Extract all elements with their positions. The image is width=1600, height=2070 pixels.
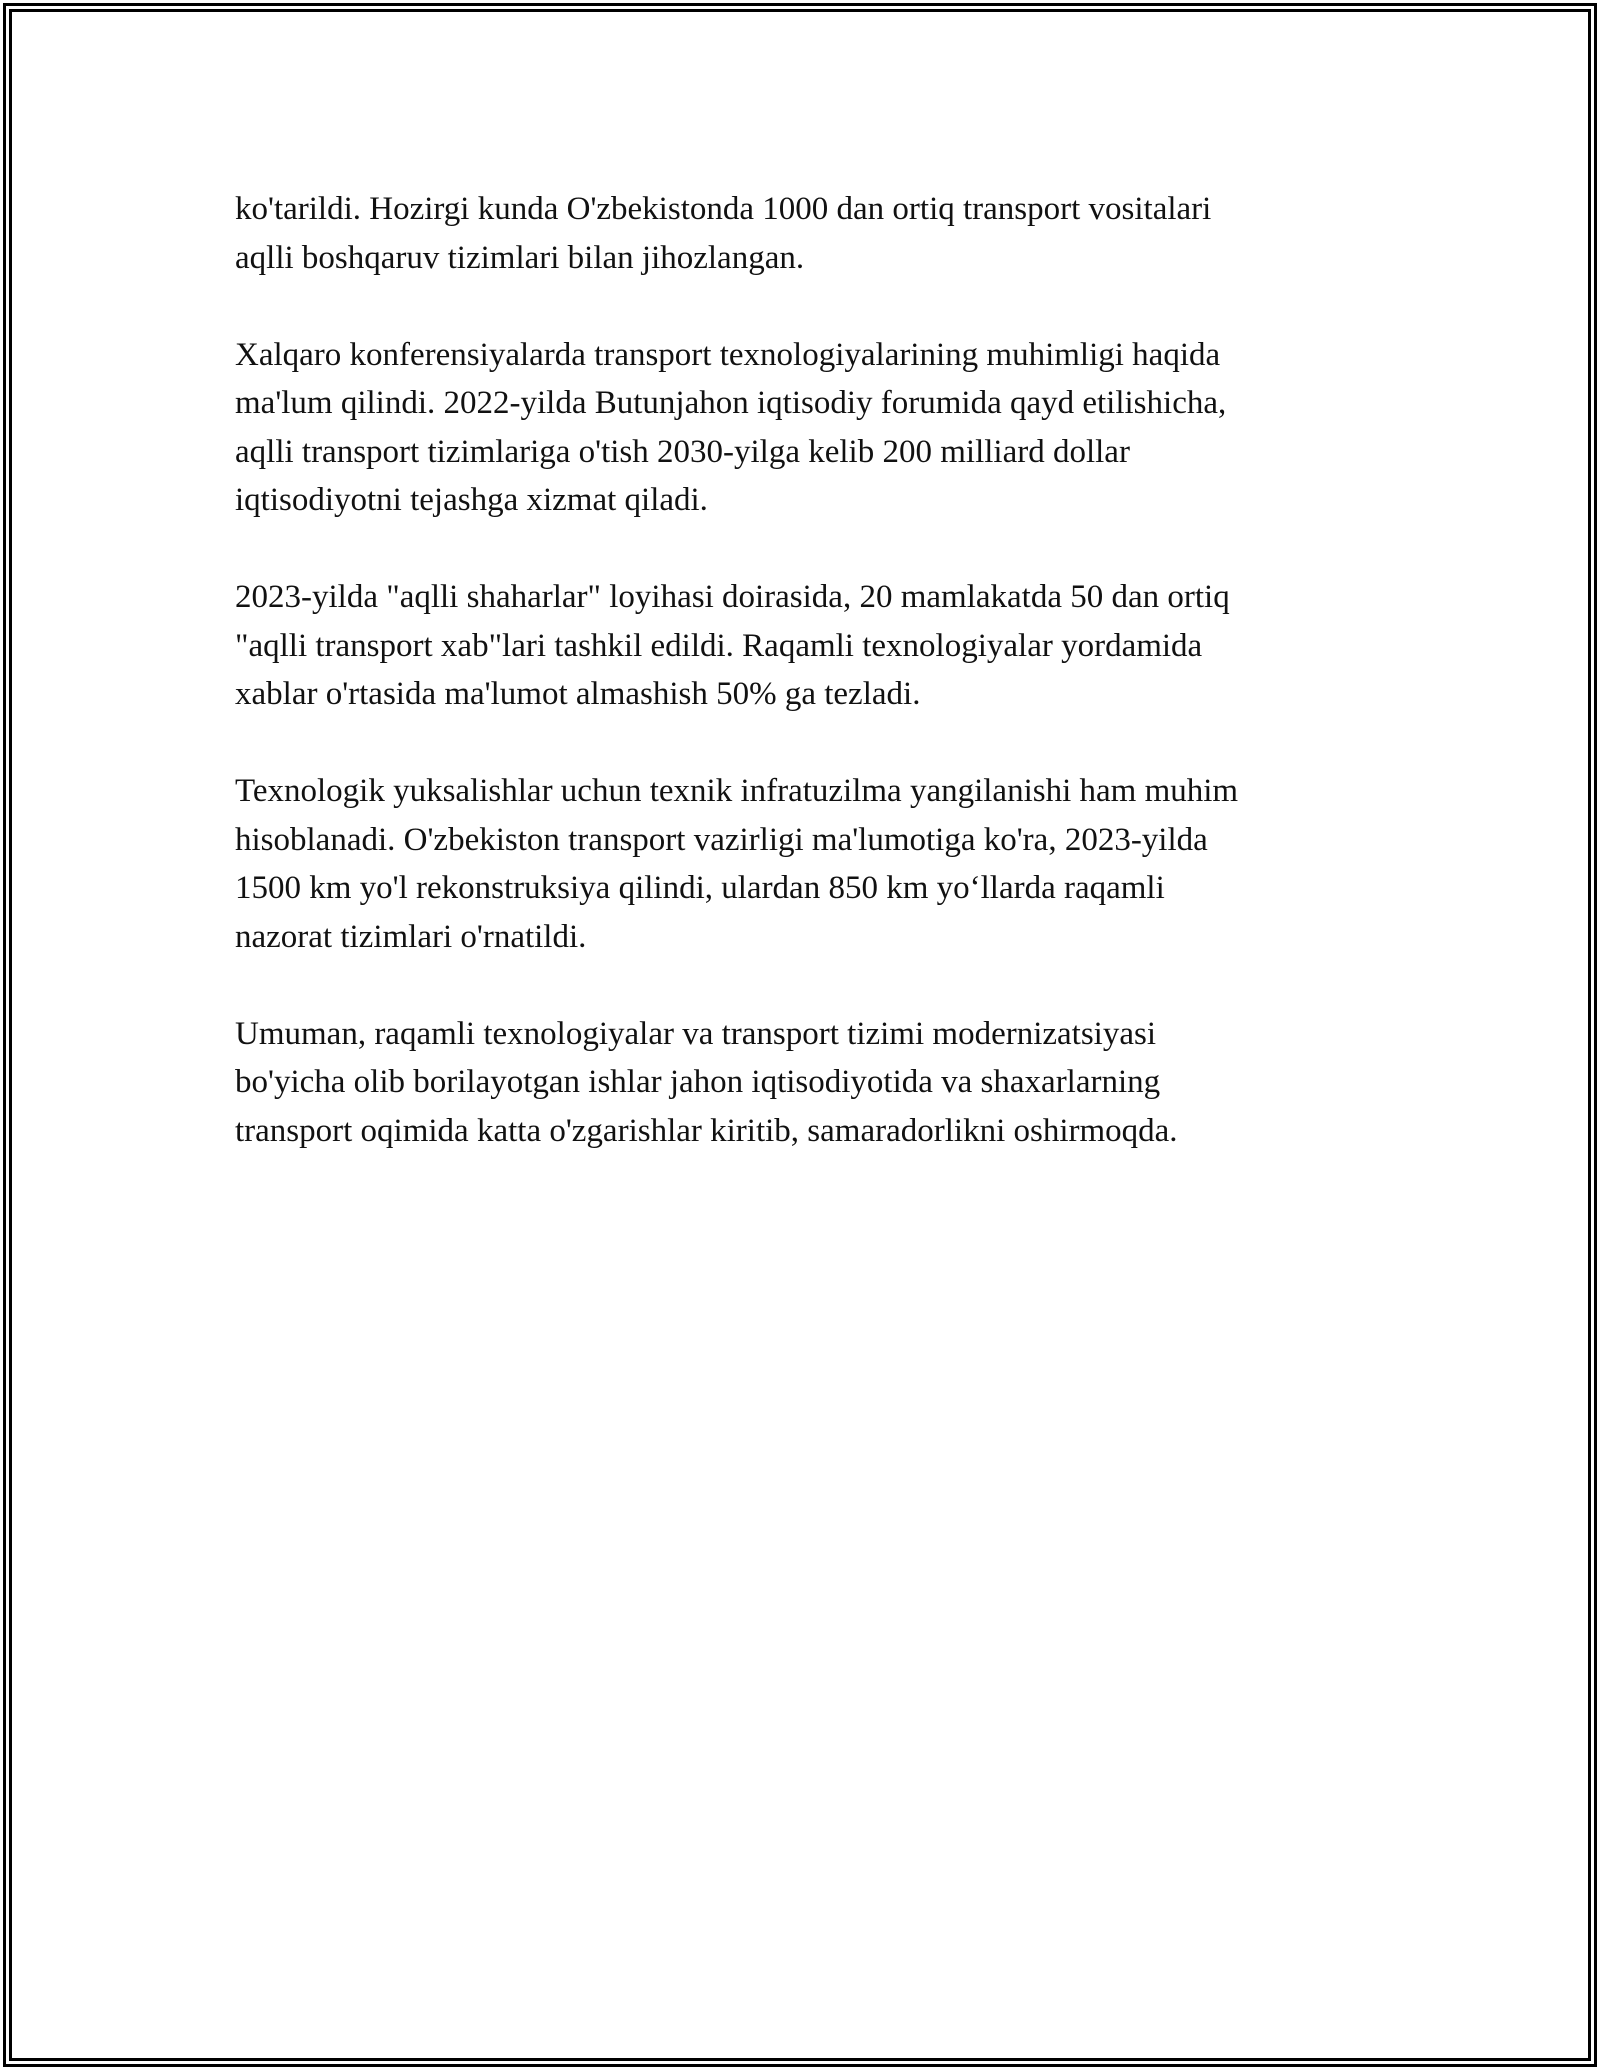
paragraph-1: ko'tarildi. Hozirgi kunda O'zbekistonda 1000 dan ortiq transport vositalari aqlli boshqaruv tizimlari bilan jihozlangan.: [235, 191, 1212, 276]
paragraph-4: Texnologik yuksalishlar uchun texnik infratuzilma yangilanishi ham muhim hisoblanadi. O'zbekiston transport vazirligi ma'lumotiga ko'ra, 2023-yilda 1500 km yo'l rekonstruksiya qilindi, ulardan 850 km yo‘llarda raqamli nazorat tizimlari o'rnatildi.: [235, 773, 1239, 955]
paragraph-3: 2023-yilda "aqlli shaharlar" loyihasi doirasida, 20 mamlakatda 50 dan ortiq "aqlli transport xab"lari tashkil edildi. Raqamli texnologiyalar yordamida xablar o'rtasida ma'lumot almashish 50% ga tezladi.: [235, 579, 1230, 712]
document-body: [235, 185, 1385, 1204]
paragraph-2: Xalqaro konferensiyalarda transport texnologiyalarining muhimligi haqida ma'lum qilindi. 2022-yilda Butunjahon iqtisodiy forumida qayd etilishicha, aqlli transport tizimlariga o'tish 2030-yilga kelib 200 milliard dollar iqtisodiyotni tejashga xizmat qiladi.: [235, 336, 1227, 518]
paragraph-5: Umuman, raqamli texnologiyalar va transport tizimi modernizatsiyasi bo'yicha olib borilayotgan ishlar jahon iqtisodiyotida va shaxarlarning transport oqimida katta o'zgarishlar kiritib, samaradorlikni oshirmoqda.: [235, 1015, 1178, 1149]
